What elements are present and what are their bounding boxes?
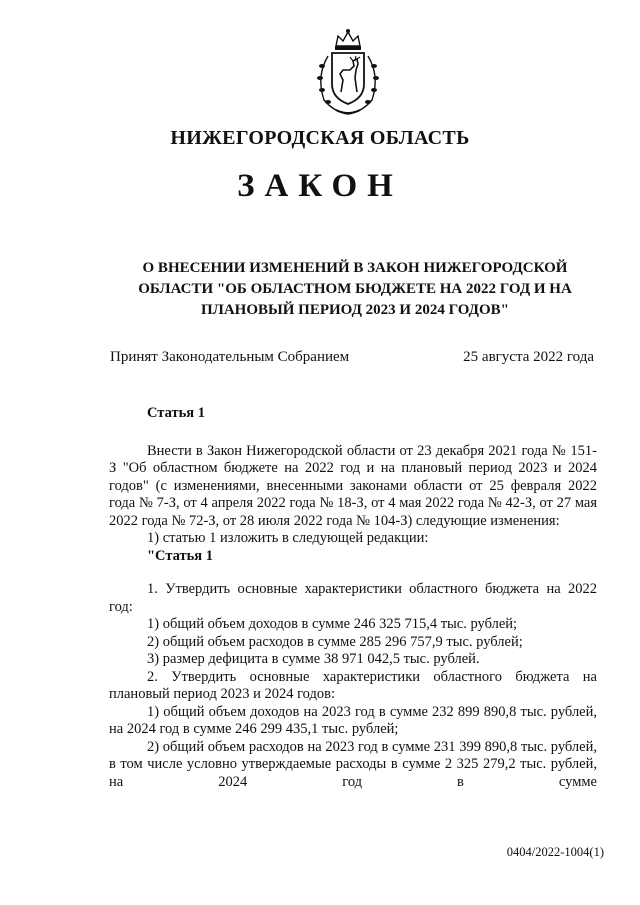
- subject-line: О ВНЕСЕНИИ ИЗМЕНЕНИЙ В ЗАКОН НИЖЕГОРОДСКОЙ: [142, 260, 568, 276]
- paragraph-1-item-2: 2) общий объем расходов в сумме 285 296 757,9 тыс. рублей;: [147, 633, 523, 650]
- quoted-article-heading: "Статья 1: [147, 547, 214, 564]
- coat-of-arms-icon: [310, 26, 386, 118]
- paragraph-1-item-3: 3) размер дефицита в сумме 38 971 042,5 тыс. рублей.: [147, 651, 480, 667]
- amendment-item: 1) статью 1 изложить в следующей редакции:: [147, 530, 429, 546]
- adoption-date: 25 августа 2022 года: [463, 349, 594, 365]
- subject-line: ПЛАНОВЫЙ ПЕРИОД 2023 И 2024 ГОДОВ": [201, 302, 509, 318]
- region-title: НИЖЕГОРОДСКАЯ ОБЛАСТЬ: [170, 127, 470, 149]
- paragraph-2-item-2: 2) общий объем расходов на 2023 год в сумме 231 399 890,8 тыс. рублей, в том числе условно утверждаемые расходы в сумме 2 325 279,2 тыс. рублей, на 2024 год в сумме: [109, 738, 597, 790]
- subject-line: ОБЛАСТИ "ОБ ОБЛАСТНОМ БЮДЖЕТЕ НА 2022 ГОД И НА: [138, 281, 572, 297]
- adoption-body: Принят Законодательным Собранием: [110, 349, 350, 365]
- article-intro: Внести в Закон Нижегородской области от 23 декабря 2021 года № 151-З "Об областном бюджете на 2022 год и на плановый период 2023 и 2024 годов" (с изменениями, внесенными законами области от 25 февраля 2022 года № 7-З, от 4 апреля 2022 года № 18-З, от 4 мая 2022 года № 42-З, от 27 мая 2022 года № 72-З, от 28 июля 2022 года № 104-З) следующие изменения:: [109, 442, 597, 529]
- paragraph-1-item-1: 1) общий объем доходов в сумме 246 325 715,4 тыс. рублей;: [147, 616, 518, 632]
- law-body: [109, 405, 597, 791]
- document-number: 0404/2022-1004(1): [506, 845, 604, 859]
- law-subject: [120, 258, 590, 321]
- article-heading: Статья 1: [147, 405, 205, 421]
- paragraph-2-item-1: 1) общий объем доходов на 2023 год в сумме 232 899 890,8 тыс. рублей, на 2024 год в сумме 246 299 435,1 тыс. рублей;: [109, 703, 597, 737]
- document-type: ЗАКОН: [237, 168, 403, 204]
- paragraph-1: 1. Утвердить основные характеристики областного бюджета на 2022 год:: [109, 581, 597, 615]
- paragraph-2: 2. Утвердить основные характеристики областного бюджета на плановый период 2023 и 2024 годов:: [109, 668, 597, 702]
